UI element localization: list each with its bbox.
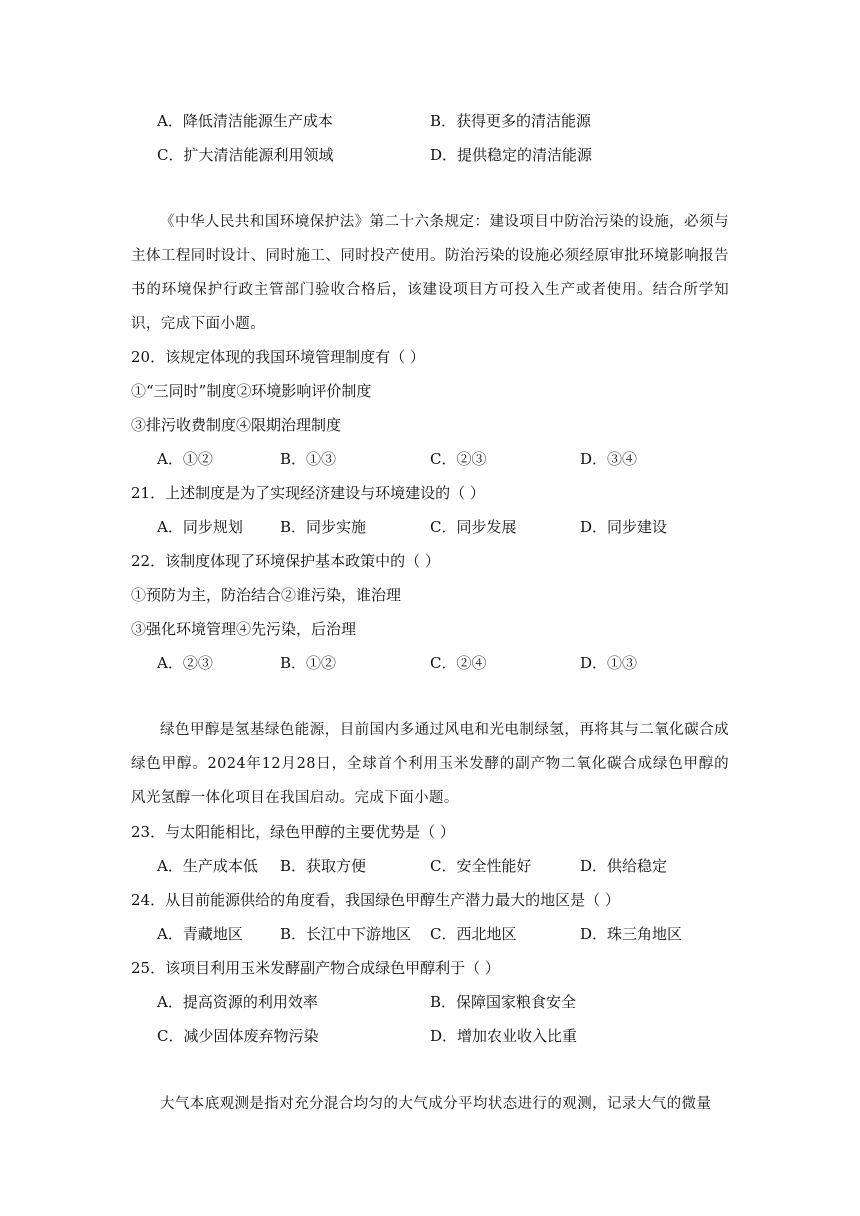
question-20-option-d: D．③④ xyxy=(580,450,638,468)
passage-environment-law: 《中华人民共和国环境保护法》第二十六条规定：建设项目中防治污染的设施，必须与主体工程同时设计、同时施工、同时投产使用。防治污染的设施必须经原审批环境影响报告书的环境保护行政主管部门验收合格后，该建设项目方可投入生产或者使用。结合所学知识，完成下面小题。 xyxy=(131,214,729,332)
option-d: D．提供稳定的清洁能源 xyxy=(430,146,593,164)
question-23-option-d: D．供给稳定 xyxy=(580,857,668,875)
question-25-option-b: B．保障国家粮食安全 xyxy=(430,993,577,1011)
question-22-option-c: C．②④ xyxy=(430,654,487,672)
option-b: B．获得更多的清洁能源 xyxy=(430,112,592,130)
question-24-stem: 24．从目前能源供给的角度看，我国绿色甲醇生产潜力最大的地区是（ ） xyxy=(131,891,620,909)
question-25-option-d: D．增加农业收入比重 xyxy=(430,1027,578,1045)
passage-green-methanol: 绿色甲醇是氢基绿色能源，目前国内多通过风电和光电制绿氢，再将其与二氧化碳合成绿色甲醇。2024年12月28日，全球首个利用玉米发酵的副产物二氧化碳合成绿色甲醇的风光氢醇一体化项目在我国启动。完成下面小题。 xyxy=(131,722,729,806)
question-20-items-2: ③排污收费制度④限期治理制度 xyxy=(131,416,342,434)
question-24-option-c: C．西北地区 xyxy=(430,925,517,943)
question-23-option-b: B．获取方便 xyxy=(280,857,367,875)
question-20-items-1: ①“三同时”制度②环境影响评价制度 xyxy=(131,382,372,400)
question-20-option-c: C．②③ xyxy=(430,450,487,468)
question-24-option-a: A．青藏地区 xyxy=(157,925,243,943)
question-25-option-a: A．提高资源的利用效率 xyxy=(157,993,318,1011)
question-24-option-b: B．长江中下游地区 xyxy=(280,925,412,943)
question-21-option-a: A．同步规划 xyxy=(157,518,243,536)
passage-atmospheric-background: 大气本底观测是指对充分混合均匀的大气成分平均状态进行的观测，记录大气的微量 xyxy=(160,1096,712,1112)
question-22-items-1: ①预防为主，防治结合②谁污染，谁治理 xyxy=(131,586,402,604)
question-20-stem: 20．该规定体现的我国环境管理制度有（ ） xyxy=(131,348,425,366)
question-21-option-d: D．同步建设 xyxy=(580,518,668,536)
question-25-option-c: C．减少固体废弃物污染 xyxy=(157,1027,319,1045)
question-23-option-c: C．安全性能好 xyxy=(430,857,532,875)
question-22-items-2: ③强化环境管理④先污染，后治理 xyxy=(131,620,357,638)
question-20-option-b: B．①③ xyxy=(280,450,337,468)
question-22-stem: 22．该制度体现了环境保护基本政策中的（ ） xyxy=(131,552,440,570)
question-22-option-b: B．①② xyxy=(280,654,337,672)
option-c: C．扩大清洁能源利用领域 xyxy=(157,146,334,164)
question-21-option-c: C．同步发展 xyxy=(430,518,517,536)
question-22-option-a: A．②③ xyxy=(157,654,213,672)
question-22-option-d: D．①③ xyxy=(580,654,638,672)
question-24-option-d: D．珠三角地区 xyxy=(580,925,683,943)
question-23-stem: 23．与太阳能相比，绿色甲醇的主要优势是（ ） xyxy=(131,823,455,841)
option-a: A．降低清洁能源生产成本 xyxy=(157,112,333,130)
question-21-option-b: B．同步实施 xyxy=(280,518,367,536)
question-23-option-a: A．生产成本低 xyxy=(157,857,258,875)
question-25-stem: 25．该项目利用玉米发酵副产物合成绿色甲醇利于（ ） xyxy=(131,959,500,977)
question-21-stem: 21．上述制度是为了实现经济建设与环境建设的（ ） xyxy=(131,484,485,502)
question-20-option-a: A．①② xyxy=(157,450,213,468)
